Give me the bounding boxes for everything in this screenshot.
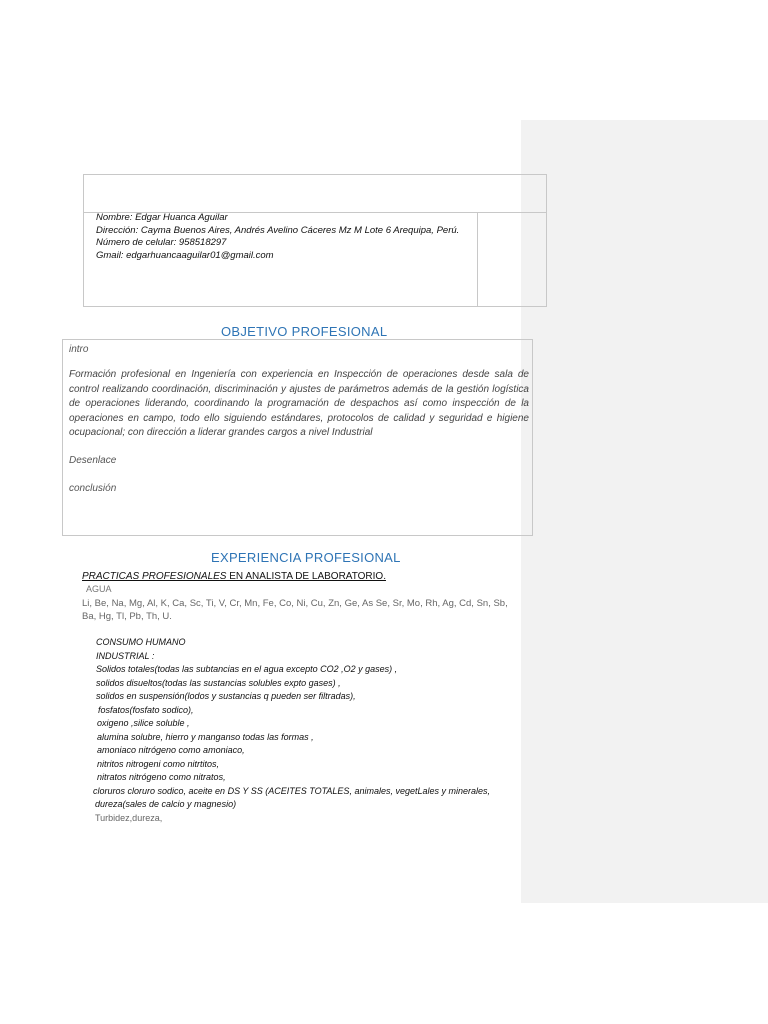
list-item: INDUSTRIAL : [96,650,155,661]
practicas-heading [82,571,386,582]
experiencia-title: EXPERIENCIA PROFESIONAL [211,550,401,565]
contact-table [83,174,547,307]
list-item: nitritos nitrogeni como nitrtitos, [97,758,220,769]
contact-name: Nombre: Edgar Huanca Aguilar [96,212,228,223]
objetivo-intro: intro [69,344,89,355]
practicas-italic: PRACTICAS PROFESIONALES [82,571,227,582]
list-item: dureza(sales de calcio y magnesio) [95,799,237,809]
list-item-turbidez: Turbidez,dureza, [95,812,163,823]
objetivo-body: Formación profesional en Ingeniería con experiencia en Inspección de operaciones desde sala de control realizando coordinación, discriminación y ajustes de parámetros además de la gestión logística de operaciones liderando, coordinando la programación de despachos así como inspección de la operaciones en campo, todo ello siguiendo estándares, protocolos de calidad y seguridad e higiene ocupacional; con dirección a liderar grandes cargos a nivel Industrial [69,369,529,438]
list-item: alumina solubre, hierro y manganso todas las formas , [97,731,314,742]
list-item: nitratos nitrógeno como nitratos, [97,772,226,782]
elements-list: Li, Be, Na, Mg, Al, K, Ca, Sc, Ti, V, Cr, Mn, Fe, Co, Ni, Cu, Zn, Ge, As Se, Sr, Mo, Rh, Ag, Cd, Sn, Sb, Ba, Hg, Tl, Pb, Th, U. [82,598,508,622]
contact-address: Dirección: Cayma Buenos Aires, Andrés Avelino Cáceres Mz M Lote 6 Arequipa, Perú. [96,224,460,236]
agua-label: AGUA [86,584,112,594]
objetivo-box [62,339,533,536]
list-item: fosfatos(fosfato sodico), [98,704,194,715]
practicas-rest: EN ANALISTA DE LABORATORIO. [226,571,386,582]
contact-phone: Número de celular: 958518297 [96,237,227,248]
list-item: solidos disueltos(todas las sustancias solubles expto gases) , [96,677,341,688]
list-item: oxigeno ,silice soluble , [97,718,190,728]
objetivo-title: OBJETIVO PROFESIONAL [221,324,388,339]
list-item: CONSUMO HUMANO [96,637,186,647]
contact-email: Gmail: edgarhuancaaguilar01@gmail.com [96,249,274,261]
list-item: Solidos totales(todas las subtancias en el agua excepto CO2 ,O2 y gases) , [96,664,398,674]
objetivo-conclusion: conclusión [69,483,117,494]
analysis-list [93,636,490,825]
list-item: amoniaco nitrógeno como amoniaco, [97,745,245,755]
comments-side-panel [521,120,768,903]
table-divider [477,212,478,306]
contact-info [96,212,459,262]
objetivo-desenlace: Desenlace [69,455,117,466]
list-item: solidos en suspensión(lodos y sustancias q pueden ser filtradas), [96,691,356,701]
list-item: cloruros cloruro sodico, aceite en DS Y SS (ACEITES TOTALES, animales, vegetLales y minerales, [93,785,491,796]
